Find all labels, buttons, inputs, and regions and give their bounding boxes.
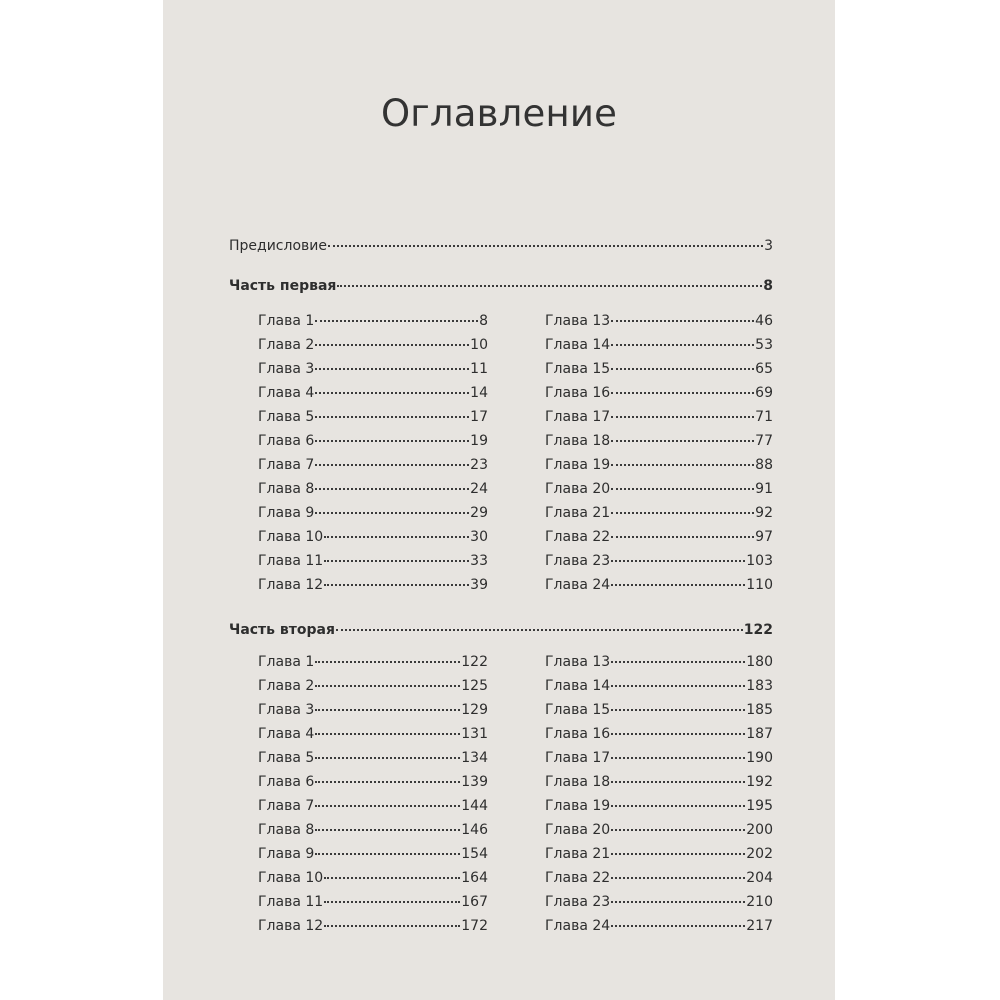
dot-leader [611, 487, 754, 490]
toc-entry-chapter[interactable] [258, 870, 488, 886]
chapter-label: Глава 8 [258, 481, 315, 497]
toc-entry-chapter[interactable] [545, 457, 773, 473]
chapter-page: 122 [461, 654, 488, 670]
toc-part-page: 8 [763, 278, 773, 294]
chapter-page: 110 [746, 577, 773, 593]
dot-leader [336, 628, 743, 631]
chapter-label: Глава 18 [545, 774, 611, 790]
toc-entry-chapter[interactable] [545, 774, 773, 790]
chapter-label: Глава 19 [545, 457, 611, 473]
dot-leader [315, 463, 469, 466]
chapter-label: Глава 4 [258, 385, 315, 401]
dot-leader [315, 756, 460, 759]
toc-entry-chapter[interactable] [545, 313, 773, 329]
chapter-label: Глава 16 [545, 385, 611, 401]
chapter-label: Глава 22 [545, 529, 611, 545]
dot-leader [315, 391, 469, 394]
chapter-page: 69 [755, 385, 773, 401]
dot-leader [611, 756, 745, 759]
toc-entry-chapter[interactable] [545, 577, 773, 593]
toc-entry-chapter[interactable] [258, 457, 488, 473]
toc-entry-chapter[interactable] [258, 654, 488, 670]
toc-entry-chapter[interactable] [258, 702, 488, 718]
chapter-label: Глава 5 [258, 750, 315, 766]
dot-leader [315, 828, 460, 831]
chapter-label: Глава 17 [545, 409, 611, 425]
chapter-page: 183 [746, 678, 773, 694]
toc-entry-preface[interactable] [229, 238, 773, 254]
chapter-label: Глава 2 [258, 337, 315, 353]
toc-entry-chapter[interactable] [258, 726, 488, 742]
chapter-label: Глава 10 [258, 870, 324, 886]
dot-leader [611, 511, 754, 514]
dot-leader [611, 684, 745, 687]
chapter-page: 97 [755, 529, 773, 545]
chapter-label: Глава 19 [545, 798, 611, 814]
toc-entry-chapter[interactable] [545, 654, 773, 670]
dot-leader [315, 439, 469, 442]
toc-entry-chapter[interactable] [545, 726, 773, 742]
chapter-label: Глава 8 [258, 822, 315, 838]
chapter-label: Глава 16 [545, 726, 611, 742]
chapter-label: Глава 4 [258, 726, 315, 742]
chapter-page: 129 [461, 702, 488, 718]
dot-leader [324, 876, 460, 879]
chapter-page: 23 [470, 457, 488, 473]
chapter-page: 92 [755, 505, 773, 521]
chapter-page: 14 [470, 385, 488, 401]
dot-leader [611, 367, 754, 370]
chapter-page: 131 [461, 726, 488, 742]
chapter-page: 187 [746, 726, 773, 742]
dot-leader [328, 244, 763, 247]
chapter-label: Глава 3 [258, 702, 315, 718]
chapter-label: Глава 14 [545, 337, 611, 353]
chapter-page: 134 [461, 750, 488, 766]
toc-entry-chapter[interactable] [545, 481, 773, 497]
chapter-page: 10 [470, 337, 488, 353]
chapter-label: Глава 12 [258, 918, 324, 934]
chapter-label: Глава 3 [258, 361, 315, 377]
chapter-list [545, 654, 773, 942]
toc-entry-chapter[interactable] [545, 678, 773, 694]
chapter-page: 53 [755, 337, 773, 353]
dot-leader [611, 660, 745, 663]
chapter-label: Глава 14 [545, 678, 611, 694]
chapter-page: 19 [470, 433, 488, 449]
dot-leader [611, 439, 754, 442]
dot-leader [324, 583, 469, 586]
part-2-right-column [545, 654, 773, 942]
chapter-label: Глава 20 [545, 822, 611, 838]
chapter-page: 71 [755, 409, 773, 425]
toc-entry-chapter[interactable] [258, 678, 488, 694]
dot-leader [315, 343, 469, 346]
toc-part-label: Часть первая [229, 278, 337, 294]
chapter-label: Глава 11 [258, 553, 324, 569]
dot-leader [611, 415, 754, 418]
dot-leader [315, 684, 460, 687]
toc-part-page: 122 [743, 622, 773, 638]
dot-leader [611, 463, 754, 466]
chapter-page: 192 [746, 774, 773, 790]
chapter-page: 125 [461, 678, 488, 694]
toc-entry-chapter[interactable] [545, 918, 773, 934]
toc-part-label: Часть вторая [229, 622, 335, 638]
dot-leader [337, 284, 762, 287]
toc-entry-chapter[interactable] [258, 361, 488, 377]
toc-entry-chapter[interactable] [545, 846, 773, 862]
dot-leader [315, 732, 460, 735]
dot-leader [611, 780, 745, 783]
chapter-label: Глава 9 [258, 846, 315, 862]
chapter-page: 164 [461, 870, 488, 886]
part-1-right-column [545, 313, 773, 601]
part-1-left-column [258, 313, 488, 601]
toc-entry-chapter[interactable] [258, 481, 488, 497]
chapter-label: Глава 21 [545, 505, 611, 521]
toc-entry-chapter[interactable] [258, 313, 488, 329]
dot-leader [315, 804, 460, 807]
dot-leader [315, 852, 460, 855]
dot-leader [611, 343, 754, 346]
toc-entry-chapter[interactable] [258, 577, 488, 593]
dot-leader [611, 924, 745, 927]
toc-entry-chapter[interactable] [545, 385, 773, 401]
toc-entry-chapter[interactable] [258, 553, 488, 569]
book-page [163, 0, 835, 1000]
chapter-page: 65 [755, 361, 773, 377]
chapter-list [545, 313, 773, 601]
chapter-page: 154 [461, 846, 488, 862]
chapter-page: 190 [746, 750, 773, 766]
toc-entry-part-1[interactable] [229, 278, 773, 294]
dot-leader [315, 487, 469, 490]
dot-leader [315, 708, 460, 711]
chapter-label: Глава 7 [258, 798, 315, 814]
chapter-label: Глава 1 [258, 654, 315, 670]
toc-entry-chapter[interactable] [545, 822, 773, 838]
chapter-label: Глава 24 [545, 577, 611, 593]
dot-leader [611, 804, 745, 807]
dot-leader [611, 828, 745, 831]
chapter-page: 8 [479, 313, 488, 329]
toc-entry-chapter[interactable] [258, 529, 488, 545]
toc-entry-chapter[interactable] [545, 337, 773, 353]
chapter-page: 200 [746, 822, 773, 838]
toc-entry-chapter[interactable] [258, 798, 488, 814]
chapter-label: Глава 15 [545, 702, 611, 718]
chapter-label: Глава 15 [545, 361, 611, 377]
chapter-page: 30 [470, 529, 488, 545]
chapter-label: Глава 6 [258, 433, 315, 449]
chapter-page: 33 [470, 553, 488, 569]
toc-entry-chapter[interactable] [258, 385, 488, 401]
dot-leader [611, 732, 745, 735]
chapter-page: 144 [461, 798, 488, 814]
chapter-page: 210 [746, 894, 773, 910]
toc-entry-chapter[interactable] [258, 505, 488, 521]
dot-leader [611, 708, 745, 711]
chapter-page: 180 [746, 654, 773, 670]
toc-entry-chapter[interactable] [545, 553, 773, 569]
chapter-label: Глава 1 [258, 313, 315, 329]
chapter-label: Глава 18 [545, 433, 611, 449]
dot-leader [315, 319, 478, 322]
dot-leader [315, 511, 469, 514]
chapter-label: Глава 23 [545, 553, 611, 569]
chapter-page: 77 [755, 433, 773, 449]
chapter-page: 172 [461, 918, 488, 934]
chapter-label: Глава 24 [545, 918, 611, 934]
toc-entry-chapter[interactable] [545, 798, 773, 814]
toc-entry-chapter[interactable] [545, 409, 773, 425]
chapter-page: 11 [470, 361, 488, 377]
toc-entry-chapter[interactable] [545, 870, 773, 886]
chapter-page: 195 [746, 798, 773, 814]
chapter-label: Глава 13 [545, 654, 611, 670]
toc-entry-chapter[interactable] [258, 846, 488, 862]
dot-leader [315, 660, 460, 663]
chapter-page: 103 [746, 553, 773, 569]
chapter-label: Глава 17 [545, 750, 611, 766]
dot-leader [611, 391, 754, 394]
toc-entry-chapter[interactable] [258, 774, 488, 790]
dot-leader [315, 780, 460, 783]
chapter-label: Глава 21 [545, 846, 611, 862]
chapter-page: 185 [746, 702, 773, 718]
chapter-page: 146 [461, 822, 488, 838]
toc-entry-chapter[interactable] [545, 894, 773, 910]
chapter-page: 88 [755, 457, 773, 473]
toc-entry-chapter[interactable] [545, 433, 773, 449]
chapter-page: 29 [470, 505, 488, 521]
dot-leader [315, 367, 469, 370]
dot-leader [611, 852, 745, 855]
chapter-list [258, 313, 488, 601]
toc-entry-chapter[interactable] [258, 433, 488, 449]
toc-entry-chapter[interactable] [545, 702, 773, 718]
toc-entry-page: 3 [764, 238, 773, 254]
chapter-label: Глава 12 [258, 577, 324, 593]
dot-leader [324, 535, 469, 538]
chapter-page: 39 [470, 577, 488, 593]
chapter-page: 202 [746, 846, 773, 862]
chapter-page: 17 [470, 409, 488, 425]
toc-entry-chapter[interactable] [545, 361, 773, 377]
toc-entry-chapter[interactable] [545, 529, 773, 545]
dot-leader [611, 319, 754, 322]
toc-entry-chapter[interactable] [258, 822, 488, 838]
dot-leader [324, 900, 460, 903]
part-2-left-column [258, 654, 488, 942]
dot-leader [611, 535, 754, 538]
chapter-label: Глава 5 [258, 409, 315, 425]
chapter-page: 46 [755, 313, 773, 329]
chapter-page: 217 [746, 918, 773, 934]
page-title: Оглавление [380, 92, 618, 135]
chapter-page: 91 [755, 481, 773, 497]
chapter-list [258, 654, 488, 942]
toc-entry-chapter[interactable] [545, 750, 773, 766]
toc-entry-chapter[interactable] [258, 894, 488, 910]
toc-entry-chapter[interactable] [545, 505, 773, 521]
dot-leader [611, 559, 745, 562]
chapter-page: 24 [470, 481, 488, 497]
chapter-label: Глава 2 [258, 678, 315, 694]
dot-leader [611, 583, 745, 586]
chapter-label: Глава 10 [258, 529, 324, 545]
toc-entry-label: Предисловие [229, 238, 327, 254]
dot-leader [324, 924, 460, 927]
chapter-label: Глава 13 [545, 313, 611, 329]
toc-entry-chapter[interactable] [258, 409, 488, 425]
chapter-label: Глава 9 [258, 505, 315, 521]
dot-leader [315, 415, 469, 418]
chapter-label: Глава 6 [258, 774, 315, 790]
chapter-page: 204 [746, 870, 773, 886]
dot-leader [611, 876, 745, 879]
chapter-page: 139 [461, 774, 488, 790]
chapter-label: Глава 22 [545, 870, 611, 886]
chapter-label: Глава 11 [258, 894, 324, 910]
chapter-label: Глава 23 [545, 894, 611, 910]
toc-entry-chapter[interactable] [258, 337, 488, 353]
dot-leader [324, 559, 469, 562]
dot-leader [611, 900, 745, 903]
toc-entry-part-2[interactable] [229, 622, 773, 638]
toc-entry-chapter[interactable] [258, 750, 488, 766]
chapter-label: Глава 20 [545, 481, 611, 497]
toc-entry-chapter[interactable] [258, 918, 488, 934]
chapter-page: 167 [461, 894, 488, 910]
chapter-label: Глава 7 [258, 457, 315, 473]
